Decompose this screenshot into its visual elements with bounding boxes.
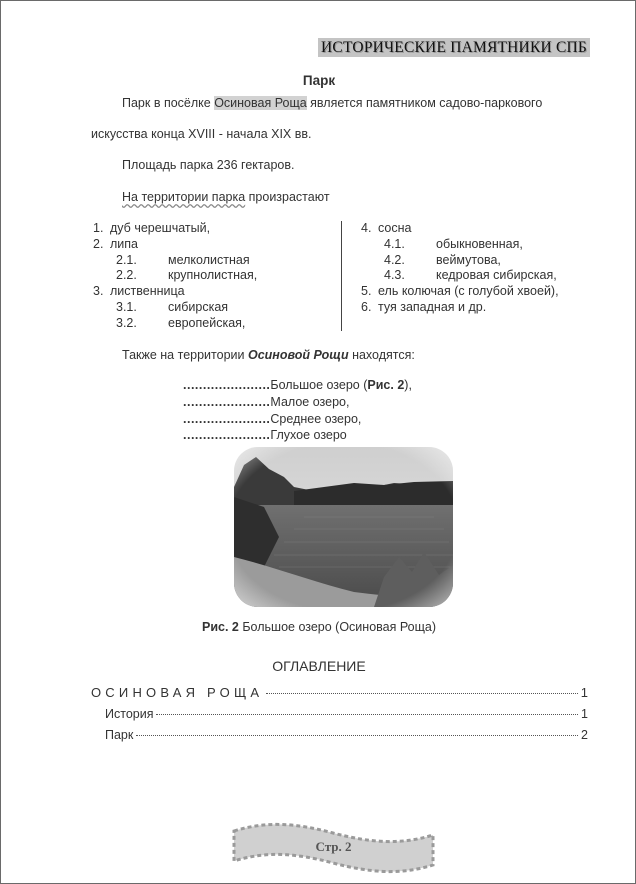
header-title: ИСТОРИЧЕСКИЕ ПАМЯТНИКИ СПБ xyxy=(318,38,590,57)
column-divider xyxy=(341,221,342,331)
lake-name: Малое озеро, xyxy=(270,394,350,409)
list-text: ель колючая (с голубой хвоей), xyxy=(378,284,559,299)
list-text: сибирская xyxy=(168,300,229,314)
tree-list-item xyxy=(361,221,411,235)
emphasized-place-name: Осиновой Рощи xyxy=(247,348,349,362)
lake-name: Глухое озеро xyxy=(270,428,347,443)
list-marker: 2.1. xyxy=(116,252,137,267)
list-marker: 3.2. xyxy=(116,315,137,330)
list-text: лиственница xyxy=(110,284,185,299)
list-text: крупнолистная, xyxy=(168,268,258,283)
list-marker: 2. xyxy=(93,236,104,251)
toc-entry-2[interactable]: История 1 xyxy=(105,707,588,721)
lake-item xyxy=(183,378,412,392)
list-text: мелколистная xyxy=(168,252,250,267)
toc-leader xyxy=(266,693,578,694)
list-text: европейская, xyxy=(168,315,246,330)
list-text: веймутова, xyxy=(436,252,501,267)
spellcheck-underlined-text: На территории парка xyxy=(122,190,246,204)
list-text: туя западная и др. xyxy=(378,300,487,314)
list-marker: 5. xyxy=(361,284,372,299)
list-marker: 4. xyxy=(361,221,372,235)
toc-leader xyxy=(136,735,578,736)
also-paragraph: Также на территории Осиновой Рощи находятся: xyxy=(122,348,415,362)
tree-list-item xyxy=(116,316,245,330)
list-marker: 4.3. xyxy=(384,268,405,283)
area-paragraph: Площадь парка 236 гектаров. xyxy=(122,158,295,172)
dot-leader: ...................... xyxy=(183,378,271,392)
lake-photo xyxy=(234,447,453,607)
tree-list-item xyxy=(116,253,250,267)
list-marker: 3. xyxy=(93,284,104,299)
list-text: липа xyxy=(110,236,138,251)
page-number: Стр. 2 xyxy=(315,839,352,854)
dot-leader: ...................... xyxy=(183,411,271,426)
list-marker: 6. xyxy=(361,300,372,314)
tree-list-item xyxy=(116,268,257,282)
tree-list-item xyxy=(93,237,138,251)
lake-item xyxy=(183,395,349,409)
toc-entry-3[interactable]: Парк 2 xyxy=(105,728,588,742)
lake-name: Среднее озеро, xyxy=(270,411,362,426)
grows-paragraph: На территории парка произрастают xyxy=(122,190,330,204)
tree-list-item xyxy=(384,268,557,282)
figure-label: Рис. 2 xyxy=(202,620,239,634)
tree-list-item xyxy=(361,284,559,298)
figure-reference[interactable]: Рис. 2 xyxy=(367,378,405,392)
list-text: обыкновенная, xyxy=(436,236,523,251)
section-heading: Парк xyxy=(302,73,336,88)
figure-caption: Рис. 2 Большое озеро (Осиновая Роща) xyxy=(202,620,436,634)
dot-leader: ...................... xyxy=(183,428,271,443)
intro-line-2: искусства конца XVIII - начала XIX вв. xyxy=(91,127,312,141)
lake-suffix: ), xyxy=(404,378,412,392)
list-marker: 2.2. xyxy=(116,268,137,283)
toc-heading: ОГЛАВЛЕНИЕ xyxy=(272,658,366,674)
list-text: дуб черешчатый, xyxy=(110,221,211,235)
toc-leader xyxy=(156,714,578,715)
list-marker: 4.2. xyxy=(384,252,405,267)
toc-entry-1[interactable]: ОСИНОВАЯ РОЩА 1 xyxy=(91,685,588,700)
dot-leader: ...................... xyxy=(183,394,271,409)
list-text: сосна xyxy=(378,221,412,235)
list-marker: 4.1. xyxy=(384,236,405,251)
list-text: кедровая сибирская, xyxy=(436,268,557,283)
tree-list-item xyxy=(93,284,185,298)
tree-list-item xyxy=(361,300,486,314)
list-marker: 1. xyxy=(93,221,104,235)
lake-item xyxy=(183,428,347,442)
lake-name: Большое озеро ( xyxy=(270,378,368,392)
tree-list-item xyxy=(384,237,523,251)
page-number-badge xyxy=(226,819,441,877)
tree-list-item xyxy=(384,253,501,267)
tree-list-item xyxy=(93,221,210,235)
lake-item xyxy=(183,412,361,426)
intro-line-1: Парк в посёлке Осиновая Роща является памятником садово-паркового xyxy=(122,96,543,110)
list-marker: 3.1. xyxy=(116,300,137,314)
tree-list-item xyxy=(116,300,228,314)
highlighted-place-name: Осиновая Роща xyxy=(214,96,307,110)
